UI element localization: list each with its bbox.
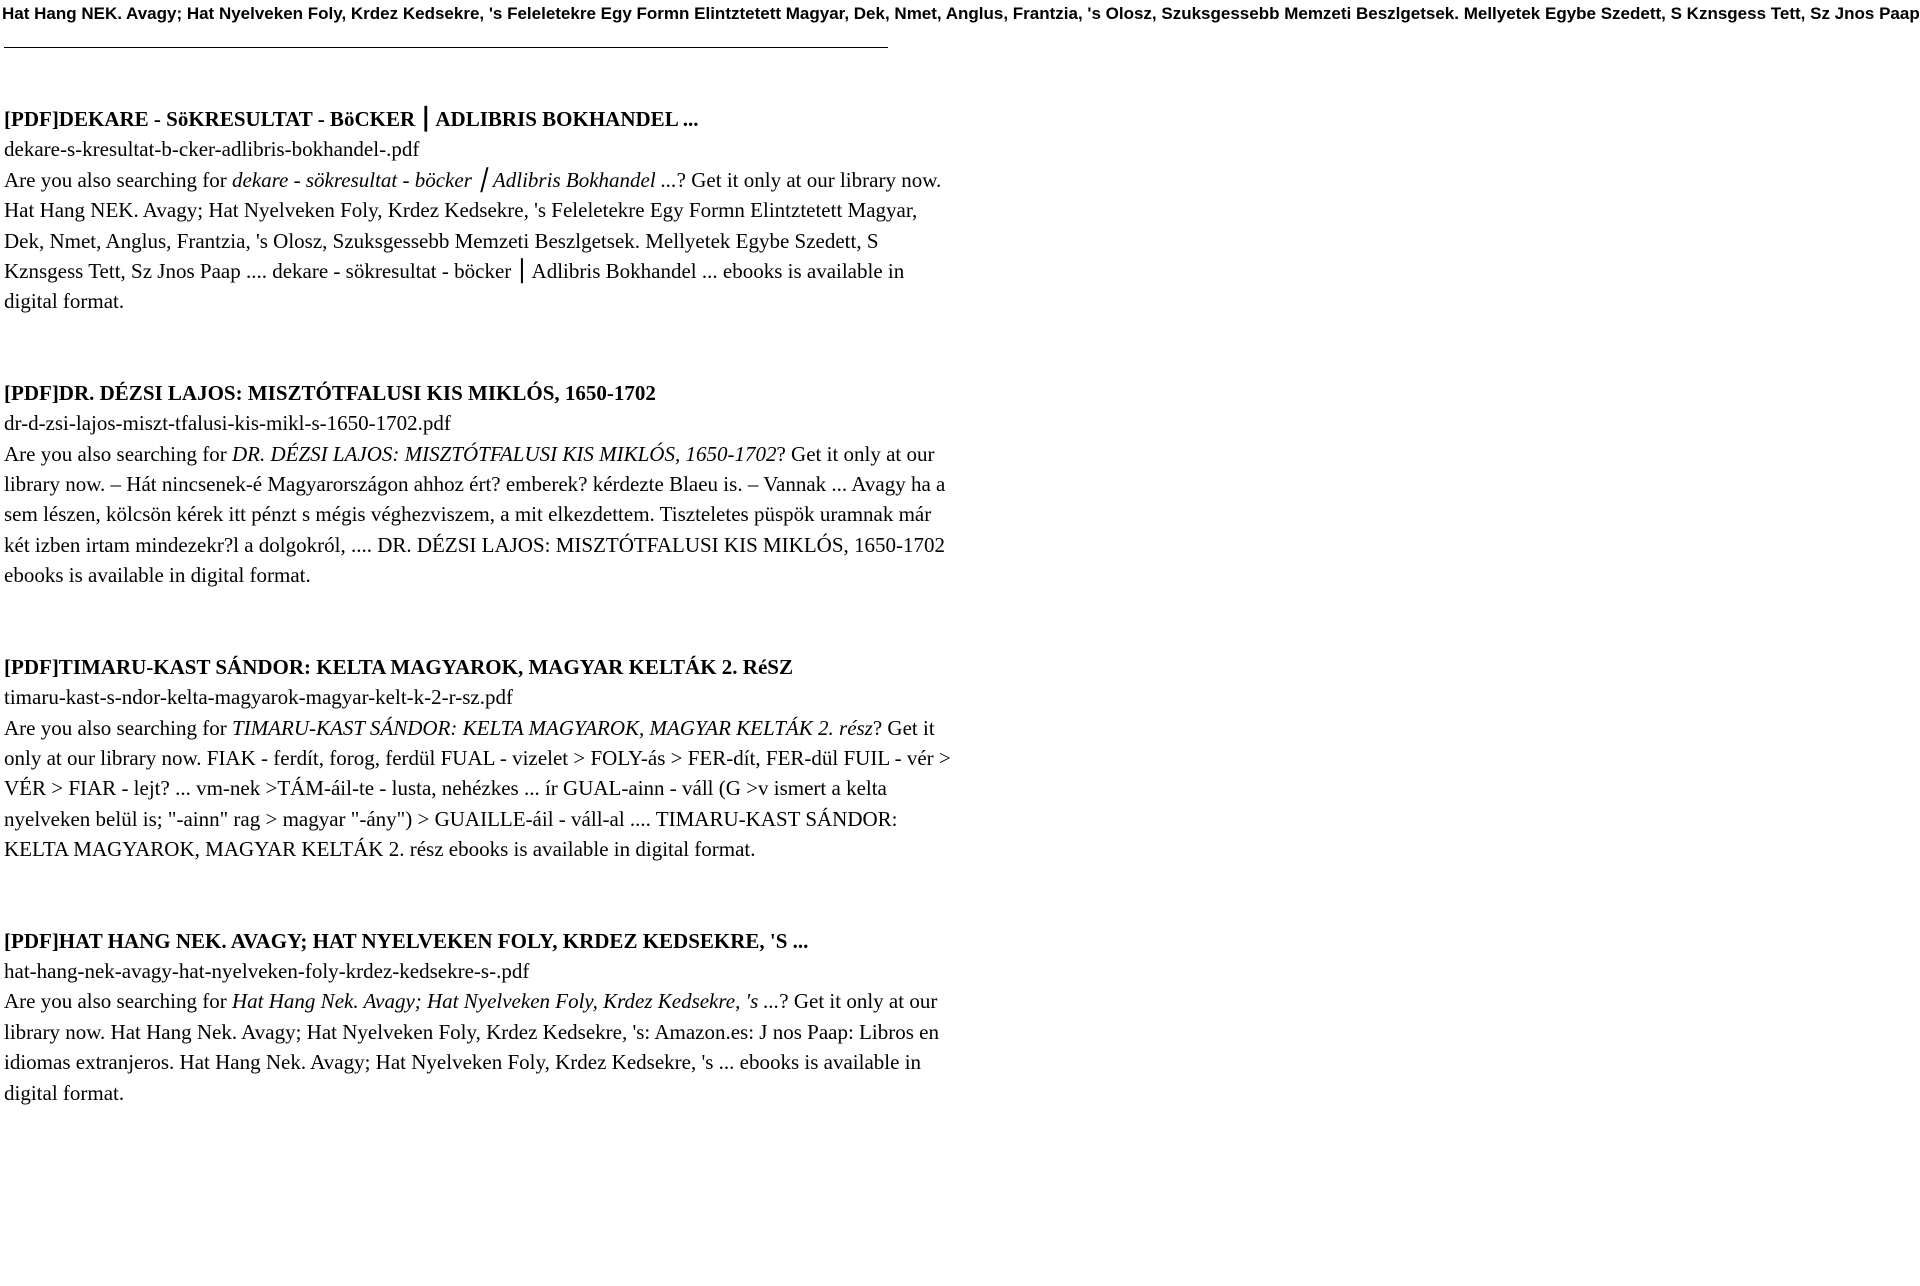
result-intro: Are you also searching for	[4, 441, 233, 466]
result-body: ? Get it only at our library now. Hat Hang NEK. Avagy; Hat Nyelveken Foly, Krdez Kedsekre, 's Feleletekre Egy Formn Elintztetett Magyar, Dek, Nmet, Anglus, Frantzia, 's Olosz, Szuksgessebb Memzeti Beszlgetsek. Mellyetek Egybe Szedett, S Kznsgess Tett, Sz Jnos Paap .... dekare - sökresultat - böcker ⎮ Adlibris Bokhandel ... ebooks is available in digital format.	[4, 167, 942, 314]
result-entry	[4, 378, 956, 591]
result-entry	[4, 926, 956, 1108]
result-description	[4, 439, 956, 591]
result-description	[4, 165, 956, 317]
result-body: ? Get it only at our library now. FIAK - ferdít, forog, ferdül FUAL - vizelet > FOLY-ás > FER-dít, FER-dül FUIL - vér > VÉR > FIAR - lejt? ... vm-nek >TÁM-áil-te - lusta, nehézkes ... ír GUAL-ainn - váll (G >v ismert a kelta nyelveken belül is; "-ainn" rag > magyar "-ány") > GUAILLE-áil - váll-al .... TIMARU-KAST SÁNDOR: KELTA MAGYAROK, MAGYAR KELTÁK 2. rész ebooks is available in digital format.	[4, 715, 951, 862]
result-title[interactable]: [PDF]TIMARU-KAST SÁNDOR: KELTA MAGYAROK, MAGYAR KELTÁK 2. RéSZ	[4, 654, 793, 679]
result-entry	[4, 652, 956, 865]
result-intro: Are you also searching for	[4, 167, 233, 192]
result-title[interactable]: [PDF]DEKARE - SöKRESULTAT - BöCKER ⎮ ADLIBRIS BOKHANDEL ...	[4, 107, 699, 131]
result-description	[4, 986, 956, 1108]
result-description	[4, 713, 956, 865]
header-divider	[4, 47, 888, 48]
page-header-title: Hat Hang NEK. Avagy; Hat Nyelveken Foly, Krdez Kedsekre, 's Feleletekre Egy Formn Elintztetett Magyar, Dek, Nmet, Anglus, Frantzia, 's Olosz, Szuksgessebb Memzeti Beszlgetsek. Mellyetek Egybe Szedett, S Kznsgess Tett, Sz Jnos Paap	[2, 4, 1920, 23]
result-entry	[4, 104, 956, 317]
result-query: TIMARU-KAST SÁNDOR: KELTA MAGYAROK, MAGYAR KELTÁK 2. rész	[232, 715, 873, 740]
result-filename: timaru-kast-s-ndor-kelta-magyarok-magyar-kelt-k-2-r-sz.pdf	[4, 685, 513, 710]
result-body: ? Get it only at our library now. Hat Hang Nek. Avagy; Hat Nyelveken Foly, Krdez Kedsekre, 's: Amazon.es: J nos Paap: Libros en idiomas extranjeros. Hat Hang Nek. Avagy; Hat Nyelveken Foly, Krdez Kedsekre, 's ... ebooks is available in digital format.	[4, 989, 939, 1105]
result-title[interactable]: [PDF]DR. DÉZSI LAJOS: MISZTÓTFALUSI KIS MIKLÓS, 1650-1702	[4, 380, 656, 405]
result-query: DR. DÉZSI LAJOS: MISZTÓTFALUSI KIS MIKLÓS, 1650-1702	[232, 441, 777, 466]
result-filename: dr-d-zsi-lajos-miszt-tfalusi-kis-mikl-s-1650-1702.pdf	[4, 411, 451, 436]
result-query: dekare - sökresultat - böcker ⎮ Adlibris Bokhandel ...	[232, 167, 677, 192]
result-filename: hat-hang-nek-avagy-hat-nyelveken-foly-krdez-kedsekre-s-.pdf	[4, 958, 530, 983]
result-intro: Are you also searching for	[4, 989, 233, 1014]
result-filename: dekare-s-kresultat-b-cker-adlibris-bokhandel-.pdf	[4, 137, 420, 162]
results-list	[4, 104, 956, 1169]
result-title[interactable]: [PDF]HAT HANG NEK. AVAGY; HAT NYELVEKEN FOLY, KRDEZ KEDSEKRE, 'S ...	[4, 928, 809, 953]
result-body: ? Get it only at our library now. – Hát nincsenek-é Magyarországon ahhoz ért? emberek? kérdezte Blaeu is. – Vannak ... Avagy ha a sem lészen, kölcsön kérek itt pénzt s mégis véghezviszem, a mit elkezdettem. Tiszteletes püspök uramnak már két izben irtam mindezekr?l a dolgokról, .... DR. DÉZSI LAJOS: MISZTÓTFALUSI KIS MIKLÓS, 1650-1702 ebooks is available in digital format.	[4, 441, 946, 588]
result-query: Hat Hang Nek. Avagy; Hat Nyelveken Foly, Krdez Kedsekre, 's ...	[232, 989, 780, 1014]
result-intro: Are you also searching for	[4, 715, 233, 740]
